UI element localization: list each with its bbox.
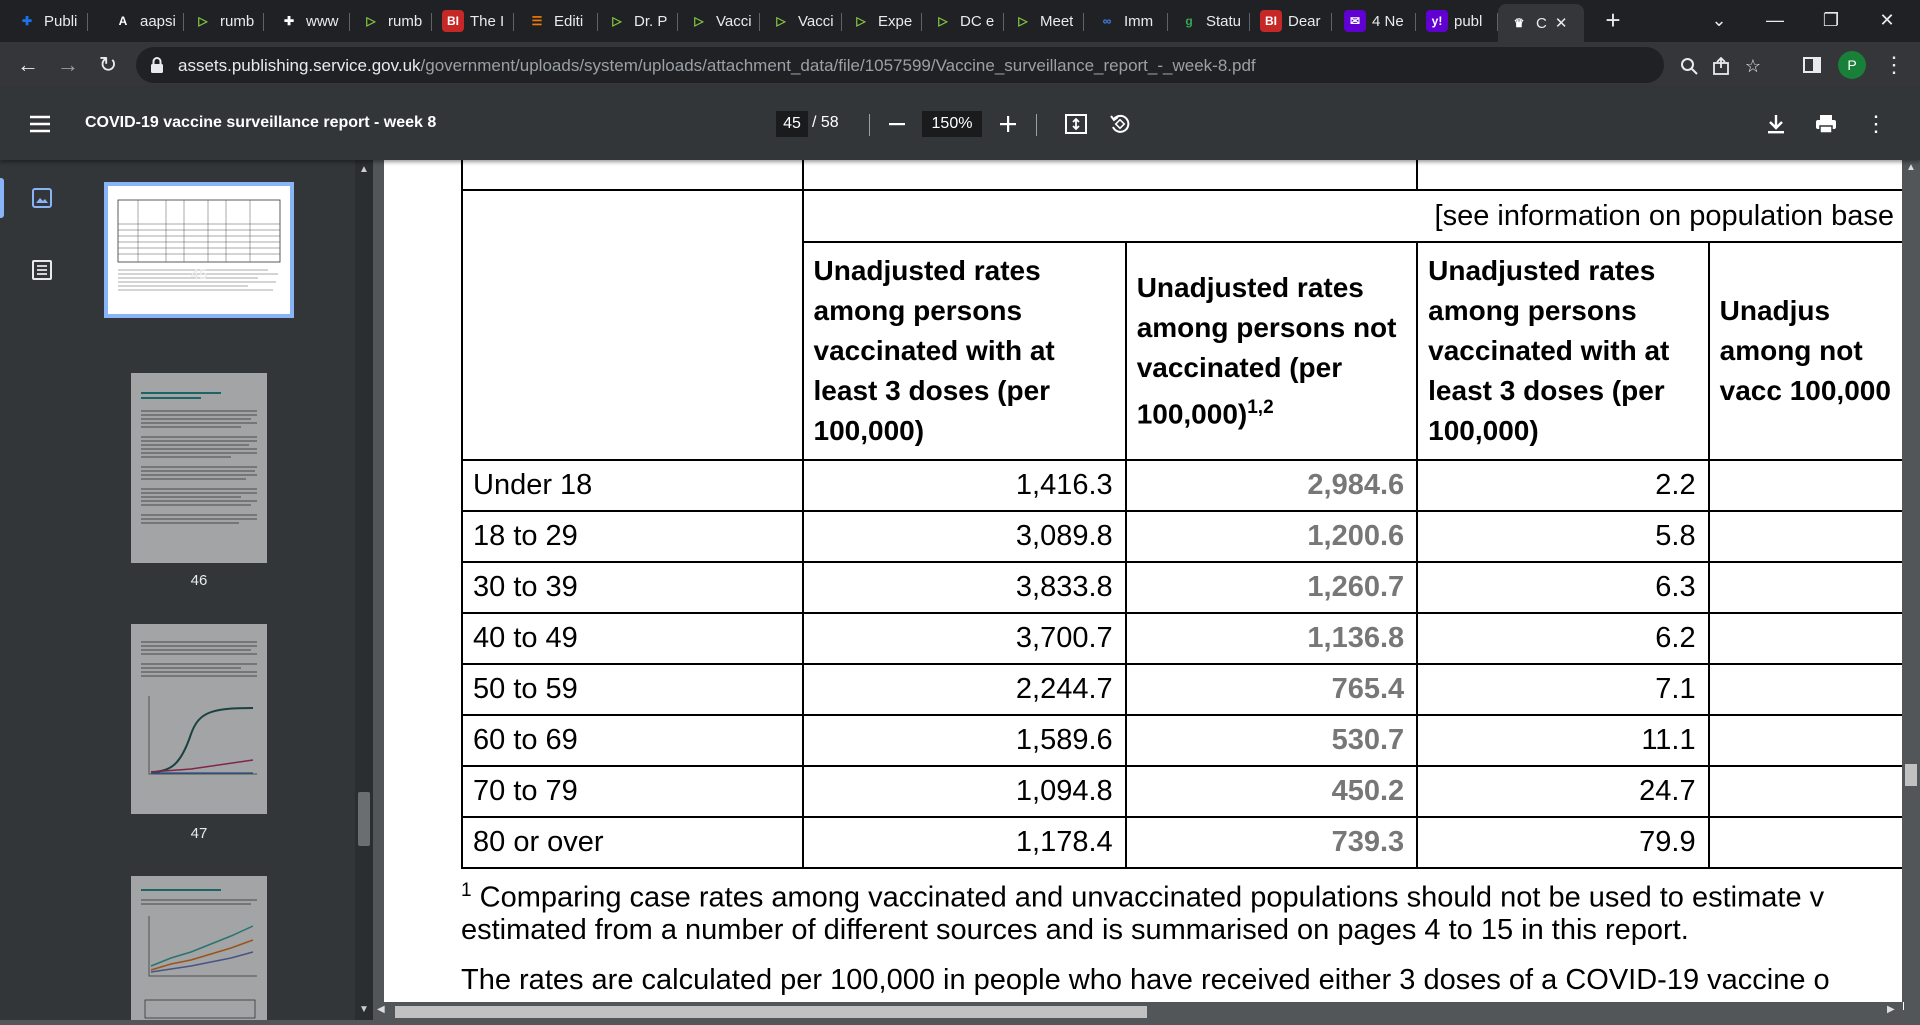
side-panel-icon[interactable] bbox=[1796, 49, 1828, 81]
g-icon: g bbox=[1185, 14, 1193, 28]
pdf-viewer[interactable] bbox=[373, 160, 1920, 1020]
unvaccinated-rate-cell-2 bbox=[1709, 817, 1904, 868]
unvaccinated-rate-cell: 530.7 bbox=[1126, 715, 1417, 766]
rumble-icon: ▷ bbox=[776, 14, 786, 28]
vaccinated-rate-cell-2: 24.7 bbox=[1417, 766, 1708, 817]
vaccinated-rate-cell-2: 7.1 bbox=[1417, 664, 1708, 715]
more-actions-icon[interactable]: ⋮ bbox=[1865, 111, 1887, 136]
lock-icon bbox=[150, 57, 164, 73]
browser-tab[interactable] bbox=[350, 6, 432, 36]
header-vaccinated-3-doses: Unadjusted rates among persons vaccinated with at least 3 doses (per 100,000) bbox=[803, 242, 1126, 460]
rumble-icon: ▷ bbox=[938, 14, 948, 28]
fit-to-page-icon[interactable] bbox=[1062, 110, 1090, 138]
url-host: assets.publishing.service.gov.uk bbox=[178, 56, 421, 75]
tab-title: The I bbox=[470, 12, 505, 30]
bi-icon: BI bbox=[1260, 10, 1282, 32]
back-button[interactable]: ← bbox=[17, 52, 39, 77]
scroll-up-arrow-icon[interactable]: ▲ bbox=[359, 164, 369, 175]
table-row bbox=[462, 511, 1904, 562]
age-group-cell: 18 to 29 bbox=[462, 511, 803, 562]
document-outline-icon[interactable] bbox=[28, 256, 56, 284]
footnote-1-line-2: estimated from a number of different sources and is summarised on pages 4 to 15 in this report. bbox=[461, 914, 1689, 946]
toolbar-divider bbox=[1036, 114, 1037, 136]
active-indicator bbox=[0, 178, 4, 218]
vaccine-rates-table bbox=[461, 160, 1904, 869]
sidebar-scrollbar[interactable] bbox=[355, 160, 373, 1020]
tab-title: Vacci bbox=[716, 12, 752, 30]
tab-title: Imm bbox=[1124, 12, 1154, 30]
table-cell bbox=[803, 160, 1418, 190]
tab-title: Dear bbox=[1288, 12, 1321, 30]
forward-button[interactable]: → bbox=[57, 52, 79, 77]
age-group-cell: Under 18 bbox=[462, 460, 803, 511]
rumble-icon: ▷ bbox=[856, 14, 866, 28]
header-not-vaccinated-2: Unadjus among not vacc 100,000 bbox=[1709, 242, 1904, 460]
tab-title: Statu bbox=[1206, 12, 1242, 30]
age-group-cell: 80 or over bbox=[462, 817, 803, 868]
tab-title: Dr. P bbox=[634, 12, 668, 30]
download-icon[interactable] bbox=[1762, 110, 1790, 138]
page-thumbnail-46[interactable] bbox=[131, 373, 267, 563]
yahoo-icon: y! bbox=[1426, 10, 1448, 32]
browser-tab[interactable] bbox=[678, 6, 760, 36]
browser-tab[interactable] bbox=[1002, 6, 1084, 36]
health-icon: ✚ bbox=[21, 14, 33, 28]
unvaccinated-rate-cell: 1,200.6 bbox=[1126, 511, 1417, 562]
tab-title: Vacci bbox=[798, 12, 834, 30]
browser-tab[interactable] bbox=[922, 6, 1004, 36]
profile-avatar[interactable]: P bbox=[1838, 51, 1866, 79]
vaccinated-rate-cell-2: 6.3 bbox=[1417, 562, 1708, 613]
document-title: COVID-19 vaccine surveillance report - week 8 bbox=[85, 114, 437, 131]
minimize-button[interactable]: — bbox=[1766, 9, 1784, 30]
scroll-down-arrow-icon[interactable]: ▼ bbox=[359, 1004, 369, 1015]
pdf-toolbar bbox=[0, 88, 1920, 160]
scroll-up-arrow-icon[interactable]: ▲ bbox=[1906, 162, 1916, 173]
close-tab-icon[interactable]: ✕ bbox=[1554, 15, 1568, 32]
yahoo-mail-icon: ✉ bbox=[1344, 10, 1366, 32]
age-group-cell: 70 to 79 bbox=[462, 766, 803, 817]
close-window-button[interactable]: ✕ bbox=[1879, 9, 1895, 30]
page-number-input[interactable]: 45 bbox=[776, 111, 808, 137]
unvaccinated-rate-cell: 765.4 bbox=[1126, 664, 1417, 715]
browser-tab[interactable] bbox=[1334, 6, 1416, 36]
table-cell bbox=[462, 160, 803, 190]
unvaccinated-rate-cell: 450.2 bbox=[1126, 766, 1417, 817]
page-thumbnail-48[interactable] bbox=[131, 876, 267, 1020]
address-bar[interactable] bbox=[136, 47, 1762, 83]
rumble-icon: ▷ bbox=[612, 14, 622, 28]
vaccinated-rate-cell-2: 2.2 bbox=[1417, 460, 1708, 511]
browser-tab[interactable] bbox=[840, 6, 922, 36]
unvaccinated-rate-cell-2 bbox=[1709, 613, 1904, 664]
pdf-page bbox=[384, 160, 1904, 1010]
table-row bbox=[462, 562, 1904, 613]
url-text bbox=[178, 56, 1256, 76]
table-row bbox=[462, 613, 1904, 664]
browser-tab[interactable] bbox=[268, 6, 350, 36]
browser-tab[interactable] bbox=[6, 6, 88, 36]
sidebar-rail bbox=[0, 160, 84, 1020]
tab-title: C bbox=[1536, 14, 1547, 32]
rumble-icon: ▷ bbox=[1018, 14, 1028, 28]
new-tab-button[interactable]: + bbox=[1605, 5, 1621, 35]
health-icon: ✚ bbox=[283, 14, 295, 28]
tab-strip bbox=[0, 0, 1920, 42]
link-icon: ∞ bbox=[1102, 14, 1112, 28]
toolbar-divider bbox=[869, 114, 870, 136]
sidebar-scroll-thumb[interactable] bbox=[358, 792, 370, 846]
browser-tab[interactable] bbox=[596, 6, 678, 36]
browser-tab[interactable] bbox=[1250, 6, 1332, 36]
unvaccinated-rate-cell: 1,260.7 bbox=[1126, 562, 1417, 613]
scroll-right-arrow-icon[interactable]: ▶ bbox=[1887, 1004, 1895, 1015]
header-not-vaccinated bbox=[1126, 242, 1417, 460]
browser-tab[interactable] bbox=[760, 6, 842, 36]
table-cell bbox=[462, 190, 803, 460]
footnote-ref: 1,2 bbox=[1247, 396, 1274, 418]
browser-tab[interactable] bbox=[1168, 6, 1250, 36]
rumble-icon: ▷ bbox=[366, 14, 376, 28]
tab-separator bbox=[513, 13, 514, 31]
tab-separator bbox=[1331, 13, 1332, 31]
vertical-scroll-thumb[interactable] bbox=[1905, 764, 1917, 786]
zoom-in-icon[interactable] bbox=[994, 110, 1022, 138]
rates-explanation-text: The rates are calculated per 100,000 in people who have received either 3 doses of a COVID-19 vaccine o bbox=[461, 964, 1830, 996]
vaccinated-rate-cell: 3,700.7 bbox=[803, 613, 1126, 664]
tab-title: aapsi bbox=[140, 12, 176, 30]
atlantic-icon: A bbox=[118, 14, 128, 28]
unvaccinated-rate-cell-2 bbox=[1709, 460, 1904, 511]
browser-tab[interactable] bbox=[1086, 6, 1168, 36]
table-row bbox=[462, 460, 1904, 511]
unvaccinated-rate-cell-2 bbox=[1709, 766, 1904, 817]
sidebar-menu-icon[interactable] bbox=[28, 112, 52, 136]
population-base-row bbox=[462, 190, 1904, 242]
browser-tab[interactable] bbox=[516, 6, 598, 36]
unvaccinated-rate-cell: 1,136.8 bbox=[1126, 613, 1417, 664]
zoom-out-icon[interactable] bbox=[883, 110, 911, 138]
vaccinated-rate-cell-2: 6.2 bbox=[1417, 613, 1708, 664]
chart-page-preview bbox=[131, 624, 267, 814]
table-body bbox=[462, 460, 1904, 868]
thumbnail-label: 46 bbox=[190, 572, 208, 589]
vaccinated-rate-cell: 3,089.8 bbox=[803, 511, 1126, 562]
header-text: Unadjusted rates among persons not vaccinated (per 100,000) bbox=[1136, 271, 1397, 430]
rumble-icon: ▷ bbox=[198, 14, 208, 28]
horizontal-scroll-thumb[interactable] bbox=[395, 1006, 1147, 1018]
tab-title: publ bbox=[1454, 12, 1483, 30]
unvaccinated-rate-cell-2 bbox=[1709, 562, 1904, 613]
vaccinated-rate-cell: 3,833.8 bbox=[803, 562, 1126, 613]
browser-tab[interactable] bbox=[182, 6, 264, 36]
tab-title: www bbox=[306, 12, 339, 30]
unvaccinated-rate-cell: 739.3 bbox=[1126, 817, 1417, 868]
browser-tab[interactable] bbox=[432, 6, 514, 36]
bookmark-star-icon[interactable]: ☆ bbox=[1744, 55, 1762, 76]
footnote-1-line-1 bbox=[461, 880, 1824, 915]
thumbnail-sidebar bbox=[0, 160, 355, 1020]
footnote-marker: 1 bbox=[461, 880, 472, 901]
unvaccinated-rate-cell-2 bbox=[1709, 664, 1904, 715]
tab-title: rumb bbox=[220, 12, 255, 30]
browser-tab[interactable] bbox=[1416, 6, 1498, 36]
table-row bbox=[462, 766, 1904, 817]
thumbnails-view-icon[interactable] bbox=[28, 184, 56, 212]
unvaccinated-rate-cell-2 bbox=[1709, 715, 1904, 766]
thumbnail-label: 47 bbox=[190, 825, 208, 842]
age-group-cell: 60 to 69 bbox=[462, 715, 803, 766]
tab-separator bbox=[1083, 13, 1084, 31]
vaccinated-rate-cell: 1,094.8 bbox=[803, 766, 1126, 817]
table-row bbox=[462, 817, 1904, 868]
tab-title: Publi bbox=[44, 12, 78, 30]
scroll-left-arrow-icon[interactable]: ◀ bbox=[377, 1004, 385, 1015]
reload-button[interactable]: ↻ bbox=[98, 52, 118, 77]
browser-toolbar bbox=[0, 42, 1920, 88]
thumbnail-label: 45 bbox=[190, 266, 208, 283]
browser-tab[interactable] bbox=[102, 6, 184, 36]
table-cell bbox=[1417, 160, 1904, 190]
header-vaccinated-3-doses-2: Unadjusted rates among persons vaccinated with at least 3 doses (per 100,000) bbox=[1417, 242, 1708, 460]
tab-separator bbox=[87, 13, 88, 31]
zoom-level-input[interactable]: 150% bbox=[922, 111, 982, 137]
footnote-text: Comparing case rates among vaccinated and unvaccinated populations should not be used to estimate v bbox=[479, 881, 1825, 914]
blogger-icon: ☰ bbox=[531, 14, 543, 28]
page-total: / 58 bbox=[812, 114, 839, 131]
vaccinated-rate-cell: 2,244.7 bbox=[803, 664, 1126, 715]
unvaccinated-rate-cell: 2,984.6 bbox=[1126, 460, 1417, 511]
page-vertical-scrollbar[interactable] bbox=[1902, 160, 1920, 1002]
url-path: /government/uploads/system/uploads/attachment_data/file/1057599/Vaccine_surveillance_report_-_week-8.pdf bbox=[420, 56, 1256, 75]
tab-title: Expe bbox=[878, 12, 913, 30]
vaccinated-rate-cell: 1,178.4 bbox=[803, 817, 1126, 868]
page-thumbnail-45[interactable] bbox=[104, 182, 294, 318]
chrome-menu-icon[interactable]: ⋮ bbox=[1883, 52, 1905, 77]
rotate-icon[interactable] bbox=[1106, 110, 1134, 138]
text-page-preview bbox=[131, 373, 267, 563]
tab-title: DC e bbox=[960, 12, 995, 30]
unvaccinated-rate-cell-2 bbox=[1709, 511, 1904, 562]
restore-button[interactable]: ❐ bbox=[1822, 9, 1840, 30]
table-row bbox=[462, 715, 1904, 766]
print-icon[interactable] bbox=[1812, 110, 1840, 138]
rumble-icon: ▷ bbox=[694, 14, 704, 28]
vaccinated-rate-cell: 1,416.3 bbox=[803, 460, 1126, 511]
vaccinated-rate-cell-2: 11.1 bbox=[1417, 715, 1708, 766]
tab-title: Meet bbox=[1040, 12, 1074, 30]
tab-search-chevron-icon[interactable]: ⌄ bbox=[1711, 9, 1727, 30]
table-page-preview bbox=[108, 186, 290, 314]
age-group-cell: 30 to 39 bbox=[462, 562, 803, 613]
page-horizontal-scrollbar[interactable] bbox=[373, 1002, 1903, 1020]
age-group-cell: 50 to 59 bbox=[462, 664, 803, 715]
tab-title: Editi bbox=[554, 12, 584, 30]
table-top-row bbox=[462, 160, 1904, 190]
browser-tab[interactable] bbox=[1498, 4, 1584, 42]
zoom-icon[interactable] bbox=[1678, 55, 1700, 77]
tab-title: 4 Ne bbox=[1372, 12, 1404, 30]
crown-icon: ♛ bbox=[1513, 16, 1525, 30]
age-group-cell: 40 to 49 bbox=[462, 613, 803, 664]
tab-title: rumb bbox=[388, 12, 423, 30]
vaccinated-rate-cell-2: 79.9 bbox=[1417, 817, 1708, 868]
page-thumbnail-47[interactable] bbox=[131, 624, 267, 814]
bi-icon: BI bbox=[442, 10, 464, 32]
vaccinated-rate-cell-2: 5.8 bbox=[1417, 511, 1708, 562]
table-row bbox=[462, 664, 1904, 715]
population-base-note: [see information on population base bbox=[803, 190, 1904, 242]
multi-line-chart-page-preview bbox=[131, 876, 267, 1020]
tab-separator bbox=[263, 13, 264, 31]
share-icon[interactable] bbox=[1710, 55, 1732, 77]
vaccinated-rate-cell: 1,589.6 bbox=[803, 715, 1126, 766]
